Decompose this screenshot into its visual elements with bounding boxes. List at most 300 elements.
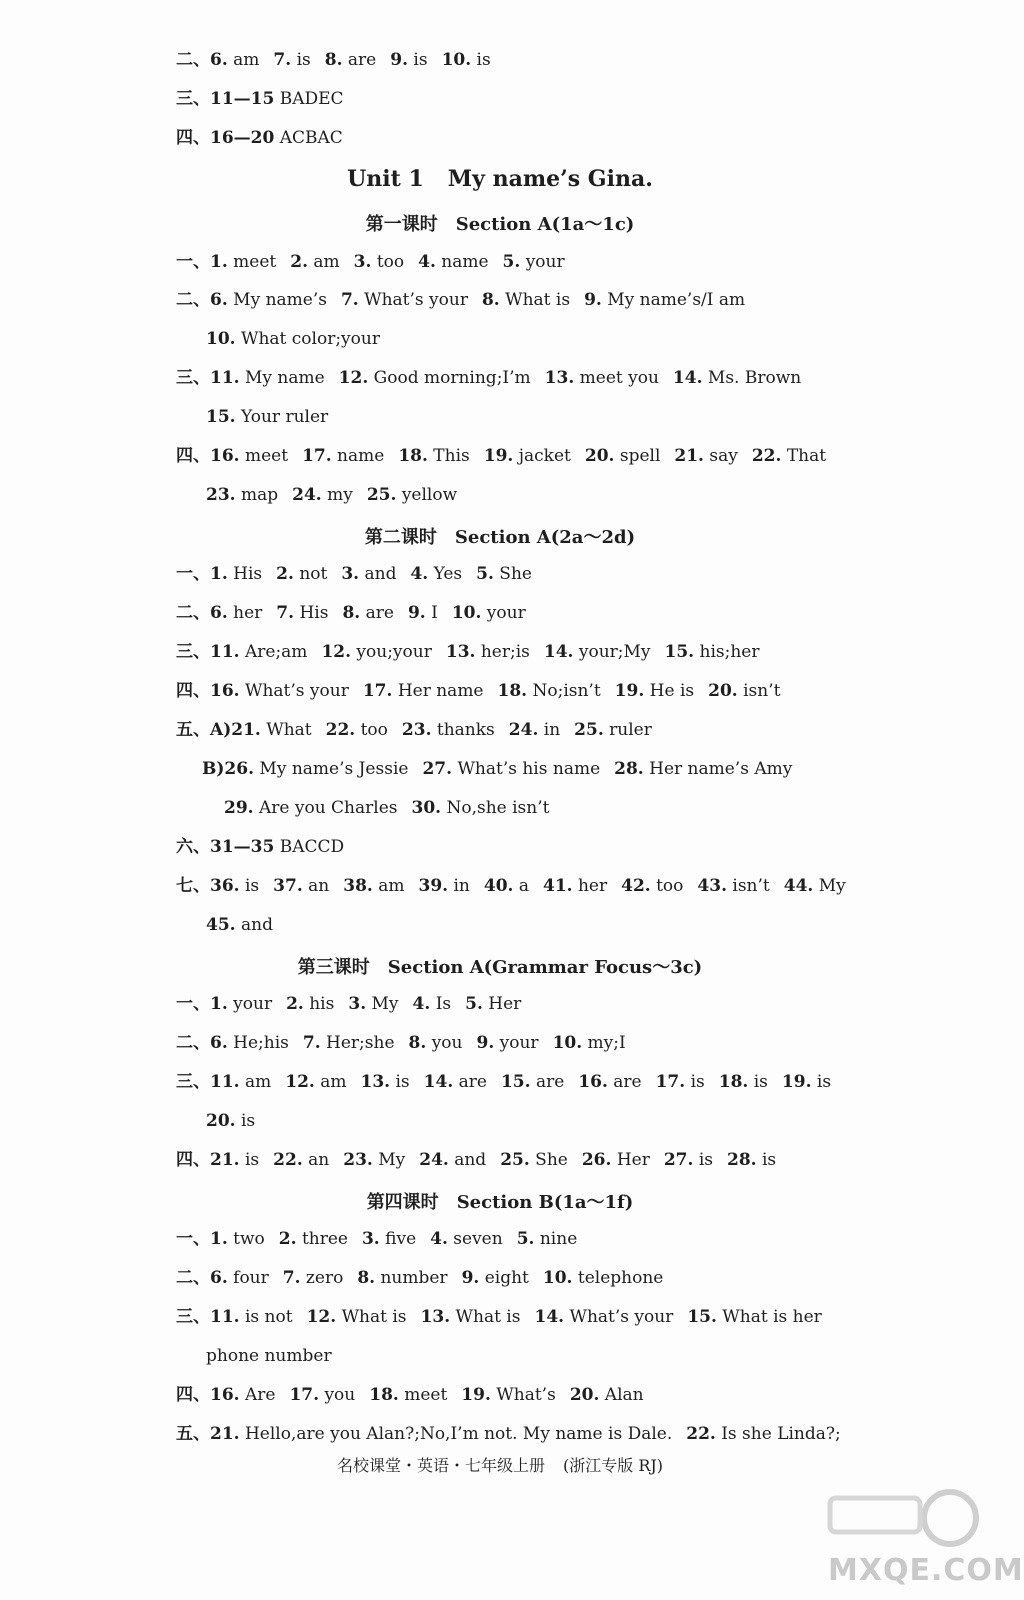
question-number: 3. [348,994,367,1014]
answer-text: She [499,564,532,584]
answer-text: your [499,1033,539,1053]
question-number: 20. [584,446,615,466]
answer-item [719,1072,768,1092]
answer-text: name [441,252,489,272]
question-group-label: 七、 [176,876,210,896]
answer-item [348,994,398,1014]
question-number: 17. [302,446,332,466]
answer-text: Are;am [244,642,308,662]
answer-item [231,720,311,740]
answer-item [210,1072,271,1092]
question-number: 21. [210,1150,240,1170]
question-group-label: 四、 [176,1385,210,1405]
question-group-label: 三、 [176,1072,210,1092]
answer-item [290,252,339,272]
answer-line [176,1423,855,1445]
answer-text: am [320,1072,347,1092]
answer-text: too [656,876,684,896]
question-number: 24. [419,1150,449,1170]
answer-text: BADEC [279,89,344,109]
footer-edition: (浙江专版 RJ) [562,1456,664,1475]
answer-text: What is her [722,1307,822,1327]
question-number: 11—15 [210,89,275,109]
answer-line [176,602,540,624]
answer-text: Alan [604,1385,644,1405]
answer-item [210,446,288,466]
question-group-label: 三、 [176,89,210,109]
question-number: 5. [516,1229,535,1249]
answer-text: you [324,1385,356,1405]
question-number: 13. [420,1307,451,1327]
answer-item [782,1072,831,1092]
answer-item [582,1150,650,1170]
answer-item [418,252,488,272]
answer-text: My [371,994,399,1014]
question-number: 10. [451,603,482,623]
answer-text: No;isn’t [532,681,601,701]
answer-text: My name’s/I am [607,290,746,310]
answer-item [543,1268,663,1288]
answer-text: spell [619,446,661,466]
question-number: 3. [361,1229,380,1249]
answer-text: His [233,564,263,584]
answer-text: my;I [587,1033,626,1053]
question-number: 22. [751,446,782,466]
answer-text: He;his [233,1033,289,1053]
answer-text: number [380,1268,448,1288]
answer-item [289,1385,355,1405]
question-number: 9. [407,603,426,623]
answer-item [210,681,349,701]
question-number: 27. [663,1150,694,1170]
answer-text: meet [404,1385,448,1405]
answer-item [362,1229,416,1249]
question-number: 4. [410,564,429,584]
question-number: 29. [224,798,254,818]
question-number: 13. [544,368,575,388]
answer-item [363,681,484,701]
answer-text: five [385,1229,417,1249]
answer-text: his [309,994,335,1014]
answer-item [210,1229,265,1249]
question-number: 7. [302,1033,321,1053]
answer-text: three [301,1229,348,1249]
answer-text: My [378,1150,406,1170]
section-heading [0,210,1000,236]
answer-item [224,798,397,818]
answer-line [176,1267,677,1289]
answer-item [517,1229,578,1249]
answer-text: Are [244,1385,276,1405]
answer-item [276,564,327,584]
answer-item [210,1150,259,1170]
answer-item [509,720,560,740]
answer-item [206,407,328,427]
answer-item [570,1385,644,1405]
question-number: 9. [476,1033,495,1053]
question-number: 19. [461,1385,491,1405]
answer-item [500,1150,568,1170]
answer-text: What’s [496,1385,556,1405]
question-number: 22. [273,1150,303,1170]
answer-text: an [308,1150,330,1170]
question-group-label: 五、A) [176,720,232,740]
question-number: 5. [502,252,521,272]
answer-item [697,876,769,896]
answer-item [476,564,532,584]
question-number: 41. [542,876,573,896]
section-heading [0,953,1000,979]
answer-item [210,603,262,623]
answer-text: her [577,876,608,896]
question-group-label: 四、 [176,681,210,701]
question-number: 24. [508,720,539,740]
answer-text: meet [233,252,277,272]
question-number: 19. [483,446,514,466]
answer-item [442,50,491,70]
question-number: 15. [206,407,236,427]
question-number: 11. [210,368,240,388]
answer-text: What’s your [569,1307,674,1327]
answer-item [273,1150,329,1170]
answer-item [614,759,792,779]
answer-text: Is she Linda?; [721,1424,841,1444]
question-number: 45. [206,915,236,935]
answer-text: is not [244,1307,293,1327]
answer-item [543,876,607,896]
question-number: 8. [481,290,500,310]
answer-line [176,993,535,1015]
answer-item [302,446,384,466]
question-number: 37. [273,876,303,896]
lesson-label: 第四课时 [366,1192,439,1213]
answer-text: She [535,1150,568,1170]
answer-item [283,1268,344,1288]
question-number: 11. [210,642,240,662]
question-number: 39. [418,876,449,896]
answer-text: your [486,603,526,623]
answer-item [501,1072,564,1092]
question-number: 22. [686,1424,716,1444]
answer-text: Her;she [326,1033,395,1053]
section-heading [0,523,1000,549]
question-number: 10. [206,329,236,349]
section-heading [0,1188,1000,1214]
question-number: 10. [441,50,472,70]
answer-line [176,875,860,897]
lesson-label: 第一课时 [365,214,438,235]
question-number: 2. [276,564,294,584]
answer-item [452,603,526,623]
question-number: 2. [290,252,308,272]
answer-item [545,368,659,388]
question-group-label: 一、 [176,564,210,584]
question-group-label: 四、 [176,1150,210,1170]
answer-item [708,681,780,701]
answer-text: his;her [699,642,760,662]
question-number: 4. [430,1229,448,1249]
question-number: 15. [664,642,695,662]
answer-text: What is [505,290,571,310]
answer-line [206,328,394,350]
unit-title [0,166,1000,192]
question-number: 12. [285,1072,315,1092]
answer-text: is [816,1072,832,1092]
answer-item [303,1033,395,1053]
question-number: 19. [781,1072,812,1092]
answer-item [419,1150,486,1170]
answer-line [176,563,546,585]
question-number: 36. [210,876,240,896]
section-label: Section A(Grammar Focus～3c) [387,957,703,978]
answer-text: My [818,876,846,896]
answer-item [686,1424,841,1444]
answer-text: a [518,876,529,896]
question-number: 8. [357,1268,376,1288]
answer-item [224,759,408,779]
answer-line [176,367,815,389]
answer-text: ACBAC [279,128,343,148]
answer-item [584,290,745,310]
question-group-label: 三、 [176,642,210,662]
answer-item [784,876,846,896]
answer-text: meet [244,446,289,466]
answer-item [210,1268,269,1288]
question-number: 9. [390,50,408,70]
answer-line [176,1228,591,1250]
answer-text: Ms. Brown [707,368,802,388]
question-number: 2. [278,1229,297,1249]
answer-item [673,368,801,388]
question-number: 16—20 [210,128,275,148]
question-number: 12. [338,368,369,388]
answer-text: nine [539,1229,578,1249]
answer-item [544,642,651,662]
answer-text: Hello,are you Alan?;No,I’m not. My name is Dale. [244,1424,673,1444]
question-number: 13. [360,1072,391,1092]
answer-item [210,994,272,1014]
question-number: 14. [423,1072,454,1092]
answer-item [409,1033,463,1053]
answer-item [357,1268,447,1288]
question-group-label: 二、 [176,1033,210,1053]
answer-item [210,642,307,662]
question-group-label: 三、 [176,368,210,388]
unit-name: My name’s Gina. [447,166,653,192]
question-number: 6. [210,1268,228,1288]
answer-item [326,720,388,740]
answer-item [462,1268,529,1288]
answer-text: What’s his name [457,759,601,779]
question-number: 5. [476,564,494,584]
answer-text: My name’s Jessie [259,759,409,779]
answer-text: thanks [436,720,495,740]
answer-item [206,915,273,935]
question-number: 8. [324,50,343,70]
question-number: 12. [321,642,352,662]
answer-text: are [365,603,394,623]
answer-text: and [240,915,273,935]
answer-text: is [244,1150,260,1170]
question-number: 1. [210,994,228,1014]
answer-item [574,720,652,740]
answer-text: My name’s [233,290,327,310]
question-number: 19. [614,681,645,701]
answer-item [430,1229,503,1249]
answer-text: too [360,720,388,740]
answer-text: What [266,720,312,740]
answer-text: phone number [206,1346,332,1366]
question-number: 15. [687,1307,717,1327]
answer-item [206,1346,332,1366]
answer-text: in [543,720,561,740]
question-number: 30. [411,798,442,818]
unit-number: Unit 1 [347,166,424,192]
question-number: 1. [210,1229,228,1249]
question-number: 43. [697,876,727,896]
answer-text: and [454,1150,487,1170]
answer-text: her [233,603,263,623]
answer-text: is [753,1072,768,1092]
question-number: 14. [672,368,703,388]
question-number: 25. [500,1150,530,1170]
question-group-label: 六、 [176,837,210,857]
answer-item [354,252,404,272]
question-number: 3. [341,564,360,584]
question-number: 2. [286,994,304,1014]
answer-line [176,49,505,71]
question-number: 18. [398,446,428,466]
answer-item [585,446,661,466]
lesson-label: 第二课时 [364,527,437,548]
answer-text: BACCD [279,837,345,857]
answer-text: eight [484,1268,529,1288]
answer-text: His [299,603,329,623]
question-number: 13. [445,642,476,662]
answer-line [176,445,840,467]
answer-text: Good morning;I’m [373,368,531,388]
answer-item [398,446,469,466]
answer-item [210,1307,293,1327]
answer-text: is [698,1150,713,1170]
answer-item [482,290,570,310]
answer-item [206,1111,255,1131]
answer-text: her;is [480,642,530,662]
answer-text: I [431,603,438,623]
answer-text: is [476,50,491,70]
question-number: 20. [708,681,738,701]
answer-text: seven [453,1229,503,1249]
question-number: 6. [210,290,228,310]
answer-text: is [244,876,260,896]
answer-item [411,798,549,818]
question-number: 23. [343,1150,373,1170]
answer-item [286,994,334,1014]
answer-text: is [240,1111,256,1131]
answer-item [476,1033,538,1053]
answer-item [341,564,396,584]
answer-item [285,1072,346,1092]
answer-item [273,876,329,896]
answer-item [413,994,452,1014]
answer-item [664,1150,713,1170]
answer-item [341,290,468,310]
answer-item [292,485,353,505]
question-number: 42. [621,876,651,896]
question-number: 10. [552,1033,583,1053]
answer-text: Her name [397,681,484,701]
answer-text: and [364,564,397,584]
question-number: 4. [412,994,431,1014]
answer-item [367,485,457,505]
page-footer [0,1453,1000,1476]
answer-text: are [347,50,377,70]
answer-item [484,446,571,466]
answer-item [325,50,376,70]
watermark-logo [822,1488,1024,1588]
answer-item [279,1229,348,1249]
answer-item [615,681,694,701]
question-number: 18. [718,1072,749,1092]
question-number: 21. [210,1424,240,1444]
question-number: 1. [210,252,228,272]
question-number: 9. [461,1268,480,1288]
answer-text: four [233,1268,269,1288]
answer-text: am [313,252,340,272]
section-label: Section A(1a～1c) [455,214,635,235]
answer-item [343,1150,405,1170]
answer-text: not [299,564,328,584]
question-number: 26. [581,1150,612,1170]
answer-line [224,797,563,819]
question-number: 28. [726,1150,757,1170]
question-group-label: 四、 [176,446,210,466]
answer-item [553,1033,626,1053]
answer-item [674,446,737,466]
question-number: 40. [483,876,514,896]
answer-text: What is [455,1307,521,1327]
question-number: 15. [500,1072,531,1092]
question-group-label: 二、 [176,290,210,310]
question-group-label: 二、 [176,603,210,623]
answer-item [402,720,495,740]
answer-item [273,50,310,70]
question-number: 4. [418,252,436,272]
question-number: 31—35 [210,837,275,857]
answer-item [621,876,683,896]
question-number: 7. [282,1268,301,1288]
question-group-label: 一、 [176,994,210,1014]
footer-title: 名校课堂・英语・七年级上册 [336,1456,545,1475]
section-label: Section A(2a～2d) [454,527,636,548]
question-number: 17. [289,1385,320,1405]
question-number: 17. [362,681,393,701]
question-number: 18. [369,1385,399,1405]
answer-text: is [690,1072,705,1092]
question-number: 10. [542,1268,573,1288]
answer-item [210,1033,289,1053]
answer-item [534,1307,673,1327]
answer-text: That [786,446,827,466]
section-label: Section B(1a～1f) [456,1192,634,1213]
question-number: 25. [574,720,604,740]
answer-text: your [233,994,273,1014]
answer-item [206,329,380,349]
answer-item [421,1307,521,1327]
watermark-emblem-icon [822,1488,982,1558]
answer-item [461,1385,556,1405]
answer-item [210,1385,275,1405]
